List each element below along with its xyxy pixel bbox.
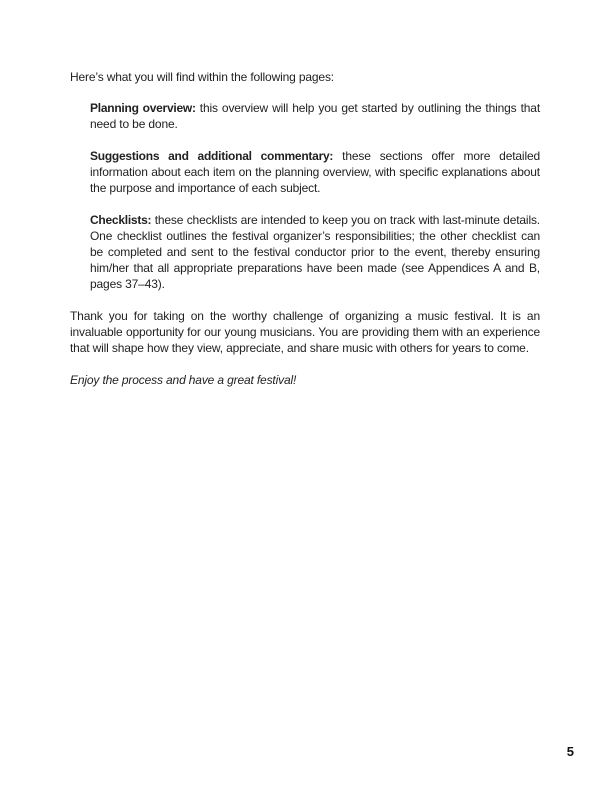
planning-overview-item (90, 100, 540, 132)
suggestions-item (90, 148, 540, 196)
checklists-item (90, 212, 540, 292)
page-number: 5 (566, 744, 574, 759)
checklists-heading: Checklists: (90, 213, 152, 227)
suggestions-heading: Suggestions and additional commentary: (90, 149, 334, 163)
page-content (70, 69, 540, 388)
planning-overview-text: this overview will help you get started by outlining the things that need to be done. (90, 101, 541, 131)
planning-overview-heading: Planning overview: (90, 101, 196, 115)
suggestions-text: these sections offer more detailed information about each item on the planning overview, with specific explanations about the purpose and importance of each subject. (90, 149, 541, 195)
closing-line: Enjoy the process and have a great festival! (70, 373, 297, 387)
intro-paragraph: Here’s what you will find within the following pages: (70, 70, 334, 84)
checklists-text: these checklists are intended to keep you on track with last-minute details. One checklist outlines the festival organizer’s responsibilities; the other checklist can be completed and sent to the festival conductor prior to the event, thereby ensuring him/her that all appropriate preparations have been made (see Appendices A and B, pages 37–43). (90, 213, 540, 291)
thanks-paragraph: Thank you for taking on the worthy challenge of organizing a music festival. It is an invaluable opportunity for our young musicians. You are providing them with an experience that will shape how they view, appreciate, and share music with others for years to come. (70, 309, 540, 355)
